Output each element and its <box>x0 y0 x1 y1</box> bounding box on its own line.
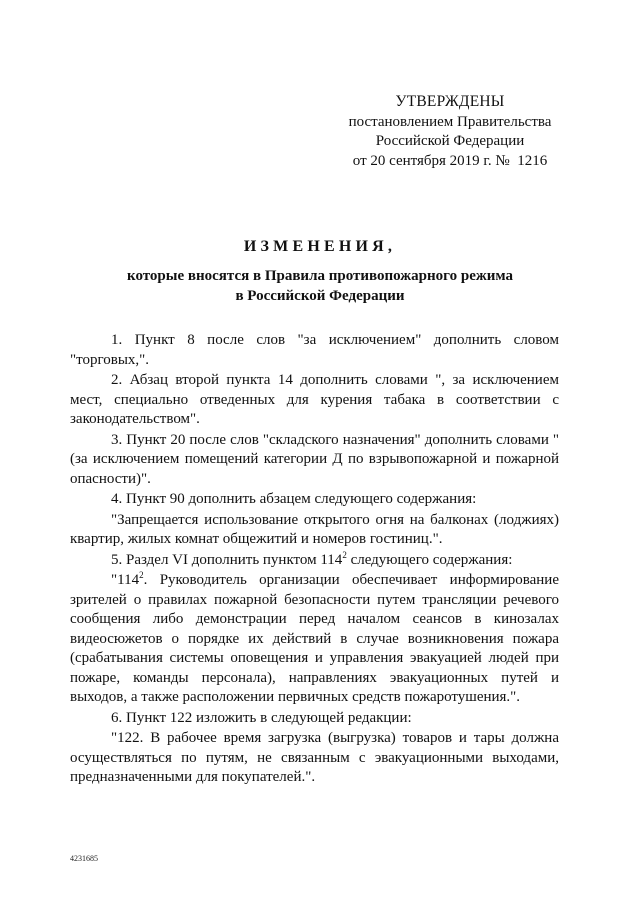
item-4: 4. Пункт 90 дополнить абзацем следующего содержания: <box>111 491 477 507</box>
item-5-quote-superscript: 2 <box>139 570 144 580</box>
document-title: ИЗМЕНЕНИЯ, <box>243 238 397 255</box>
approval-number: № 1216 <box>495 152 548 169</box>
item-5-quote-number: "114 <box>111 572 140 588</box>
item-5-superscript: 2 <box>342 549 347 560</box>
approval-date-line <box>330 152 570 172</box>
approval-line-2: Российской Федерации <box>375 133 525 149</box>
document-subtitle <box>70 267 570 306</box>
approval-line-1: постановлением Правительства <box>348 113 552 130</box>
item-1: 1. Пункт 8 после слов "за исключением" дополнить словом "торговых,". <box>70 332 559 368</box>
item-5-text-end: следующего содержания: <box>346 551 513 568</box>
item-5-quote <box>70 571 559 708</box>
approval-date: от 20 сентября 2019 г. <box>352 152 492 169</box>
subtitle-line-2: в Российской Федерации <box>235 287 405 304</box>
document-body <box>70 331 559 789</box>
item-4-quote: "Запрещается использование открытого огня на балконах (лоджиях) квартир, жилых комнат общежитий и номеров гостиниц.". <box>70 511 559 547</box>
subtitle-line-1: которые вносятся в Правила противопожарного режима <box>127 268 513 284</box>
item-6-quote: "122. В рабочее время загрузка (выгрузка) товаров и тары должна осуществляться по путям, не связанным с эвакуационными выходами, предназначенными для покупателей.". <box>70 730 559 785</box>
item-3: 3. Пункт 20 после слов "складского назначения" дополнить словами "(за исключением помещений категории Д по взрывопожарной и пожарной опасности)". <box>70 431 559 487</box>
item-2: 2. Абзац второй пункта 14 дополнить словами ", за исключением мест, специально отведенных для курения табака в соответствии с законодательством". <box>70 372 559 427</box>
item-6: 6. Пункт 122 изложить в следующей редакции: <box>111 709 412 726</box>
item-5 <box>70 551 559 571</box>
title-block <box>70 238 570 306</box>
approval-heading: УТВЕРЖДЕНЫ <box>395 93 505 110</box>
document-code: 4231685 <box>70 854 98 863</box>
approval-stamp <box>330 92 570 171</box>
item-5-quote-text: . Руководитель организации обеспечивает информирование зрителей о правилах пожарной безопасности путем трансляции речевого сообщения либо демонстрации перед началом сеансов в кинозалах видеосюжетов о порядке их действий в случае возникновения пожара (срабатывания системы оповещения и управления эвакуацией людей при пожаре, команды персонала), направлениях эвакуационных путей и выходов, а также расположении первичных средств пожаротушения.". <box>70 572 559 705</box>
item-5-text: 5. Раздел VI дополнить пунктом 114 <box>111 551 343 568</box>
